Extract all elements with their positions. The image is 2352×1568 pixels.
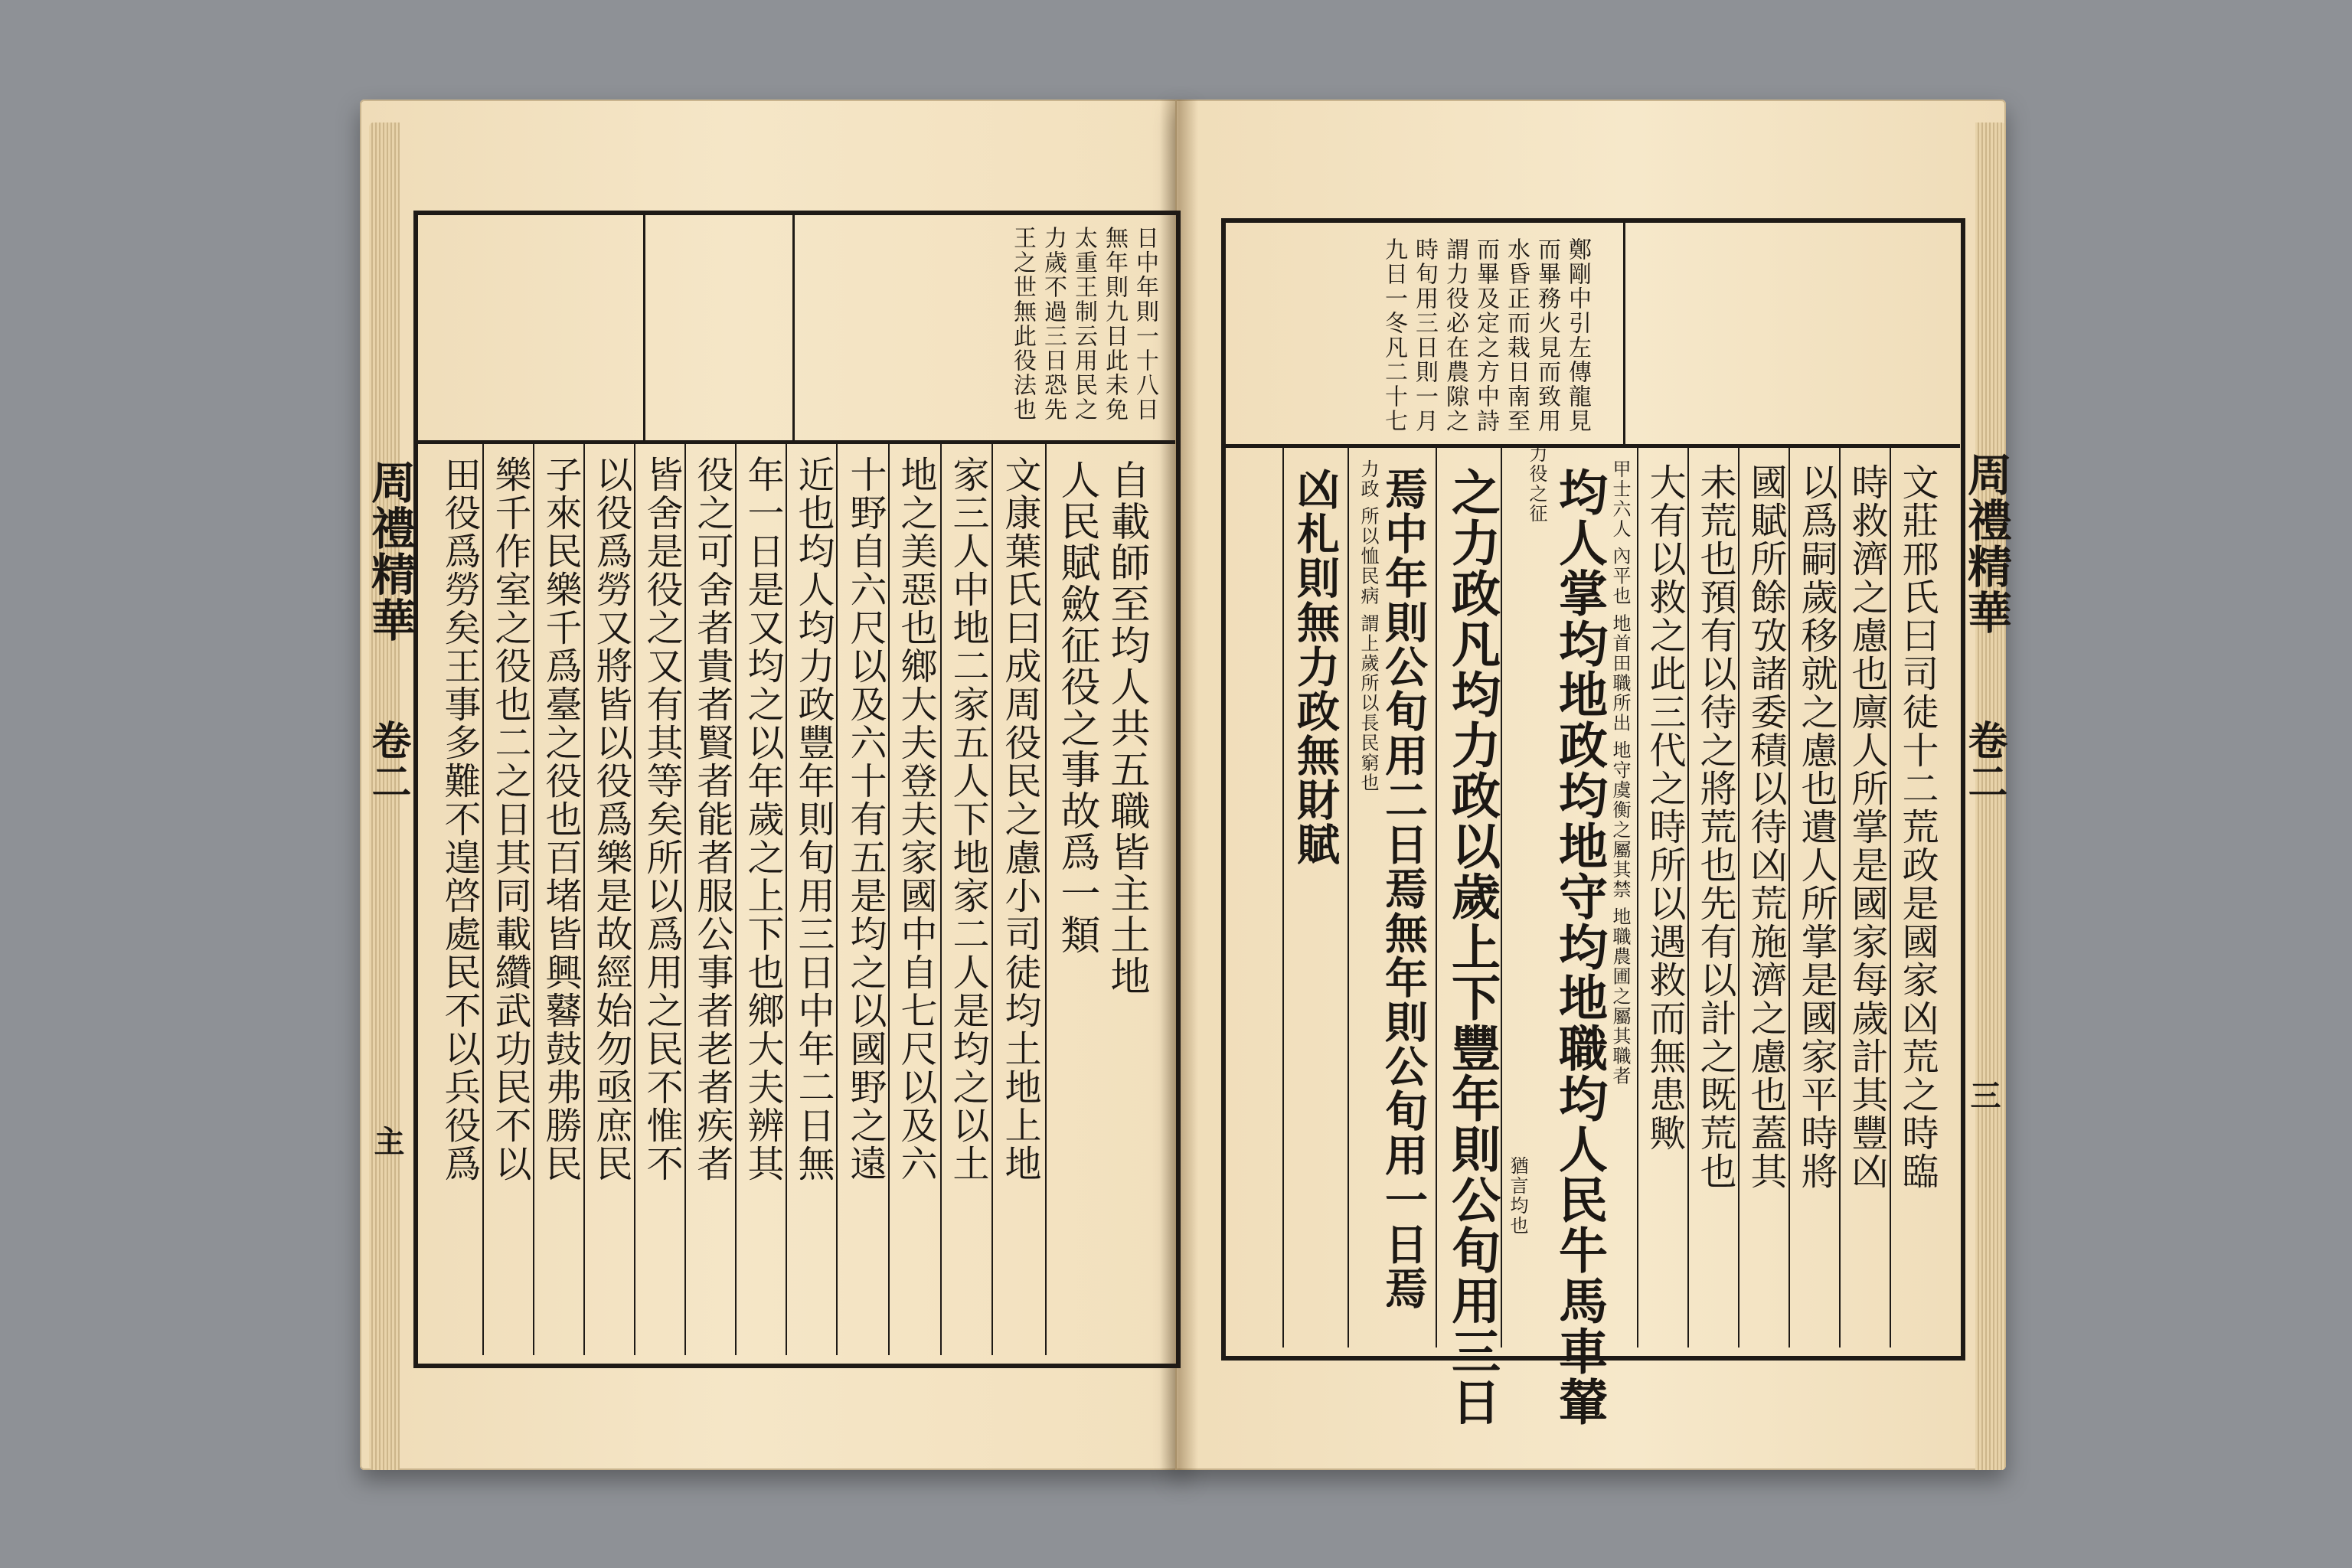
column-rule bbox=[1045, 444, 1047, 1355]
top-note: 而畢務火見而致用 bbox=[1534, 237, 1560, 433]
column-rule bbox=[1348, 448, 1349, 1348]
column-rule bbox=[1501, 448, 1502, 1348]
column-rule bbox=[1687, 448, 1689, 1348]
column-rule bbox=[1738, 448, 1740, 1348]
text-column: 樂千作室之役也二之日其同載纘武功民不以 bbox=[488, 456, 531, 1183]
text-column: 以爲嗣歲移就之慮也遺人所掌是國家平時將 bbox=[1795, 463, 1838, 1191]
text-column: 地之美惡也鄉大夫登夫家國中自七尺以及六 bbox=[894, 456, 937, 1183]
text-column: 子來民樂千爲臺之役也百堵皆興鼛鼓弗勝民 bbox=[539, 456, 582, 1183]
running-head: 周禮精華 bbox=[1960, 452, 2012, 635]
volume-mark: 卷二 bbox=[1961, 720, 2007, 802]
text-column: 國賦所餘攷諸委積以待凶荒施濟之慮也蓋其 bbox=[1744, 463, 1787, 1191]
column-rule bbox=[1788, 448, 1790, 1348]
text-column: 役之可舍者貴者賢者能者服公事者老者疾者 bbox=[691, 456, 733, 1183]
left-header-rule bbox=[413, 440, 1175, 444]
text-column: 文莊邢氏曰司徒十二荒政是國家凶荒之時臨 bbox=[1896, 463, 1939, 1191]
text-column: 田役爲勞矣王事多難不遑啓處民不以兵役爲 bbox=[438, 456, 481, 1183]
entry-text: 焉中年則公旬用二日焉無年則公旬用一日焉 bbox=[1378, 467, 1429, 1311]
column-rule bbox=[533, 444, 534, 1355]
open-book bbox=[337, 84, 2021, 1485]
folio-number: 主 bbox=[369, 1125, 405, 1158]
folio-number: 三 bbox=[1965, 1080, 2001, 1112]
top-note: 時旬用三日則一月 bbox=[1411, 237, 1438, 433]
interlinear-note: 猶言均也 bbox=[1507, 1156, 1528, 1236]
text-column: 年一日是又均之以年歲之上下也鄉大夫辨其 bbox=[741, 456, 784, 1183]
top-note: 謂力役必在農隙之 bbox=[1442, 237, 1468, 433]
top-note: 日中年則一十八日 bbox=[1132, 226, 1158, 422]
right-top-divider bbox=[1623, 222, 1625, 444]
column-rule bbox=[684, 444, 686, 1355]
column-rule bbox=[735, 444, 737, 1355]
top-note: 力歲不過三日恐先 bbox=[1040, 226, 1067, 422]
top-note: 水昏正而栽日南至 bbox=[1503, 237, 1530, 433]
column-rule bbox=[1839, 448, 1841, 1348]
entry-label: 力役之征 bbox=[1526, 444, 1547, 524]
column-rule bbox=[940, 444, 942, 1355]
right-header-rule bbox=[1221, 444, 1960, 448]
top-note: 無年則九日此未免 bbox=[1101, 226, 1128, 422]
column-rule bbox=[1282, 448, 1284, 1348]
top-note: 王之世無此役法也 bbox=[1009, 226, 1036, 422]
entry-text: 凶札則無力政無財賦 bbox=[1290, 467, 1341, 867]
column-rule bbox=[786, 444, 787, 1355]
column-rule bbox=[1890, 448, 1891, 1348]
text-column: 自載師至均人共五職皆主土地 bbox=[1103, 459, 1149, 997]
text-column: 以役爲勞又將皆以役爲樂是故經始勿亟庶民 bbox=[590, 456, 632, 1183]
column-rule bbox=[836, 444, 838, 1355]
text-column: 人民賦斂征役之事故爲一類 bbox=[1054, 459, 1099, 956]
entry-text: 均人掌均地政均地守均地職均人民牛馬車輦 bbox=[1550, 467, 1608, 1427]
column-rule bbox=[991, 444, 993, 1355]
text-column: 皆舍是役之又有其等矣所以爲用之民不惟不 bbox=[640, 456, 683, 1183]
column-rule bbox=[482, 444, 484, 1355]
top-note: 太重王制云用民之 bbox=[1070, 226, 1097, 422]
column-rule bbox=[1637, 448, 1638, 1348]
interlinear-note: 力政 所以恤民病 謂上歲所以長民窮也 bbox=[1357, 459, 1379, 793]
text-column: 未荒也預有以待之將荒也先有以計之既荒也 bbox=[1694, 463, 1736, 1191]
volume-mark: 卷二 bbox=[364, 720, 411, 802]
text-column: 近也均人均力政豐年則旬用三日中年二日無 bbox=[792, 456, 835, 1183]
column-rule bbox=[583, 444, 585, 1355]
entry-text: 之力政凡均力政以歲上下豐年則公旬用三日 bbox=[1443, 467, 1501, 1427]
text-column: 大有以救之此三代之時所以遇救而無患歟 bbox=[1643, 463, 1686, 1152]
left-top-divider bbox=[643, 214, 645, 440]
interlinear-note: 甲士六人 內平也 地首田職所出 地守虞衡之屬其禁 地職農圃之屬其職者 bbox=[1609, 459, 1631, 1086]
text-column: 家三人中地二家五人下地家二人是均之以土 bbox=[946, 456, 989, 1183]
left-top-divider-2 bbox=[792, 214, 795, 440]
column-rule bbox=[888, 444, 890, 1355]
column-rule bbox=[634, 444, 635, 1355]
text-column: 十野自六尺以及六十有五是均之以國野之遠 bbox=[844, 456, 887, 1183]
top-note: 鄭剛中引左傳龍見 bbox=[1564, 237, 1591, 433]
top-note: 九日一冬凡二十七 bbox=[1380, 237, 1407, 433]
text-column: 時救濟之慮也廪人所掌是國家每歲計其豐凶 bbox=[1845, 463, 1888, 1191]
text-column: 文康葉氏曰成周役民之慮小司徒均土地上地 bbox=[998, 456, 1041, 1183]
column-rule bbox=[1436, 448, 1437, 1348]
running-head: 周禮精華 bbox=[364, 459, 416, 643]
top-note: 而畢及定之方中詩 bbox=[1472, 237, 1499, 433]
